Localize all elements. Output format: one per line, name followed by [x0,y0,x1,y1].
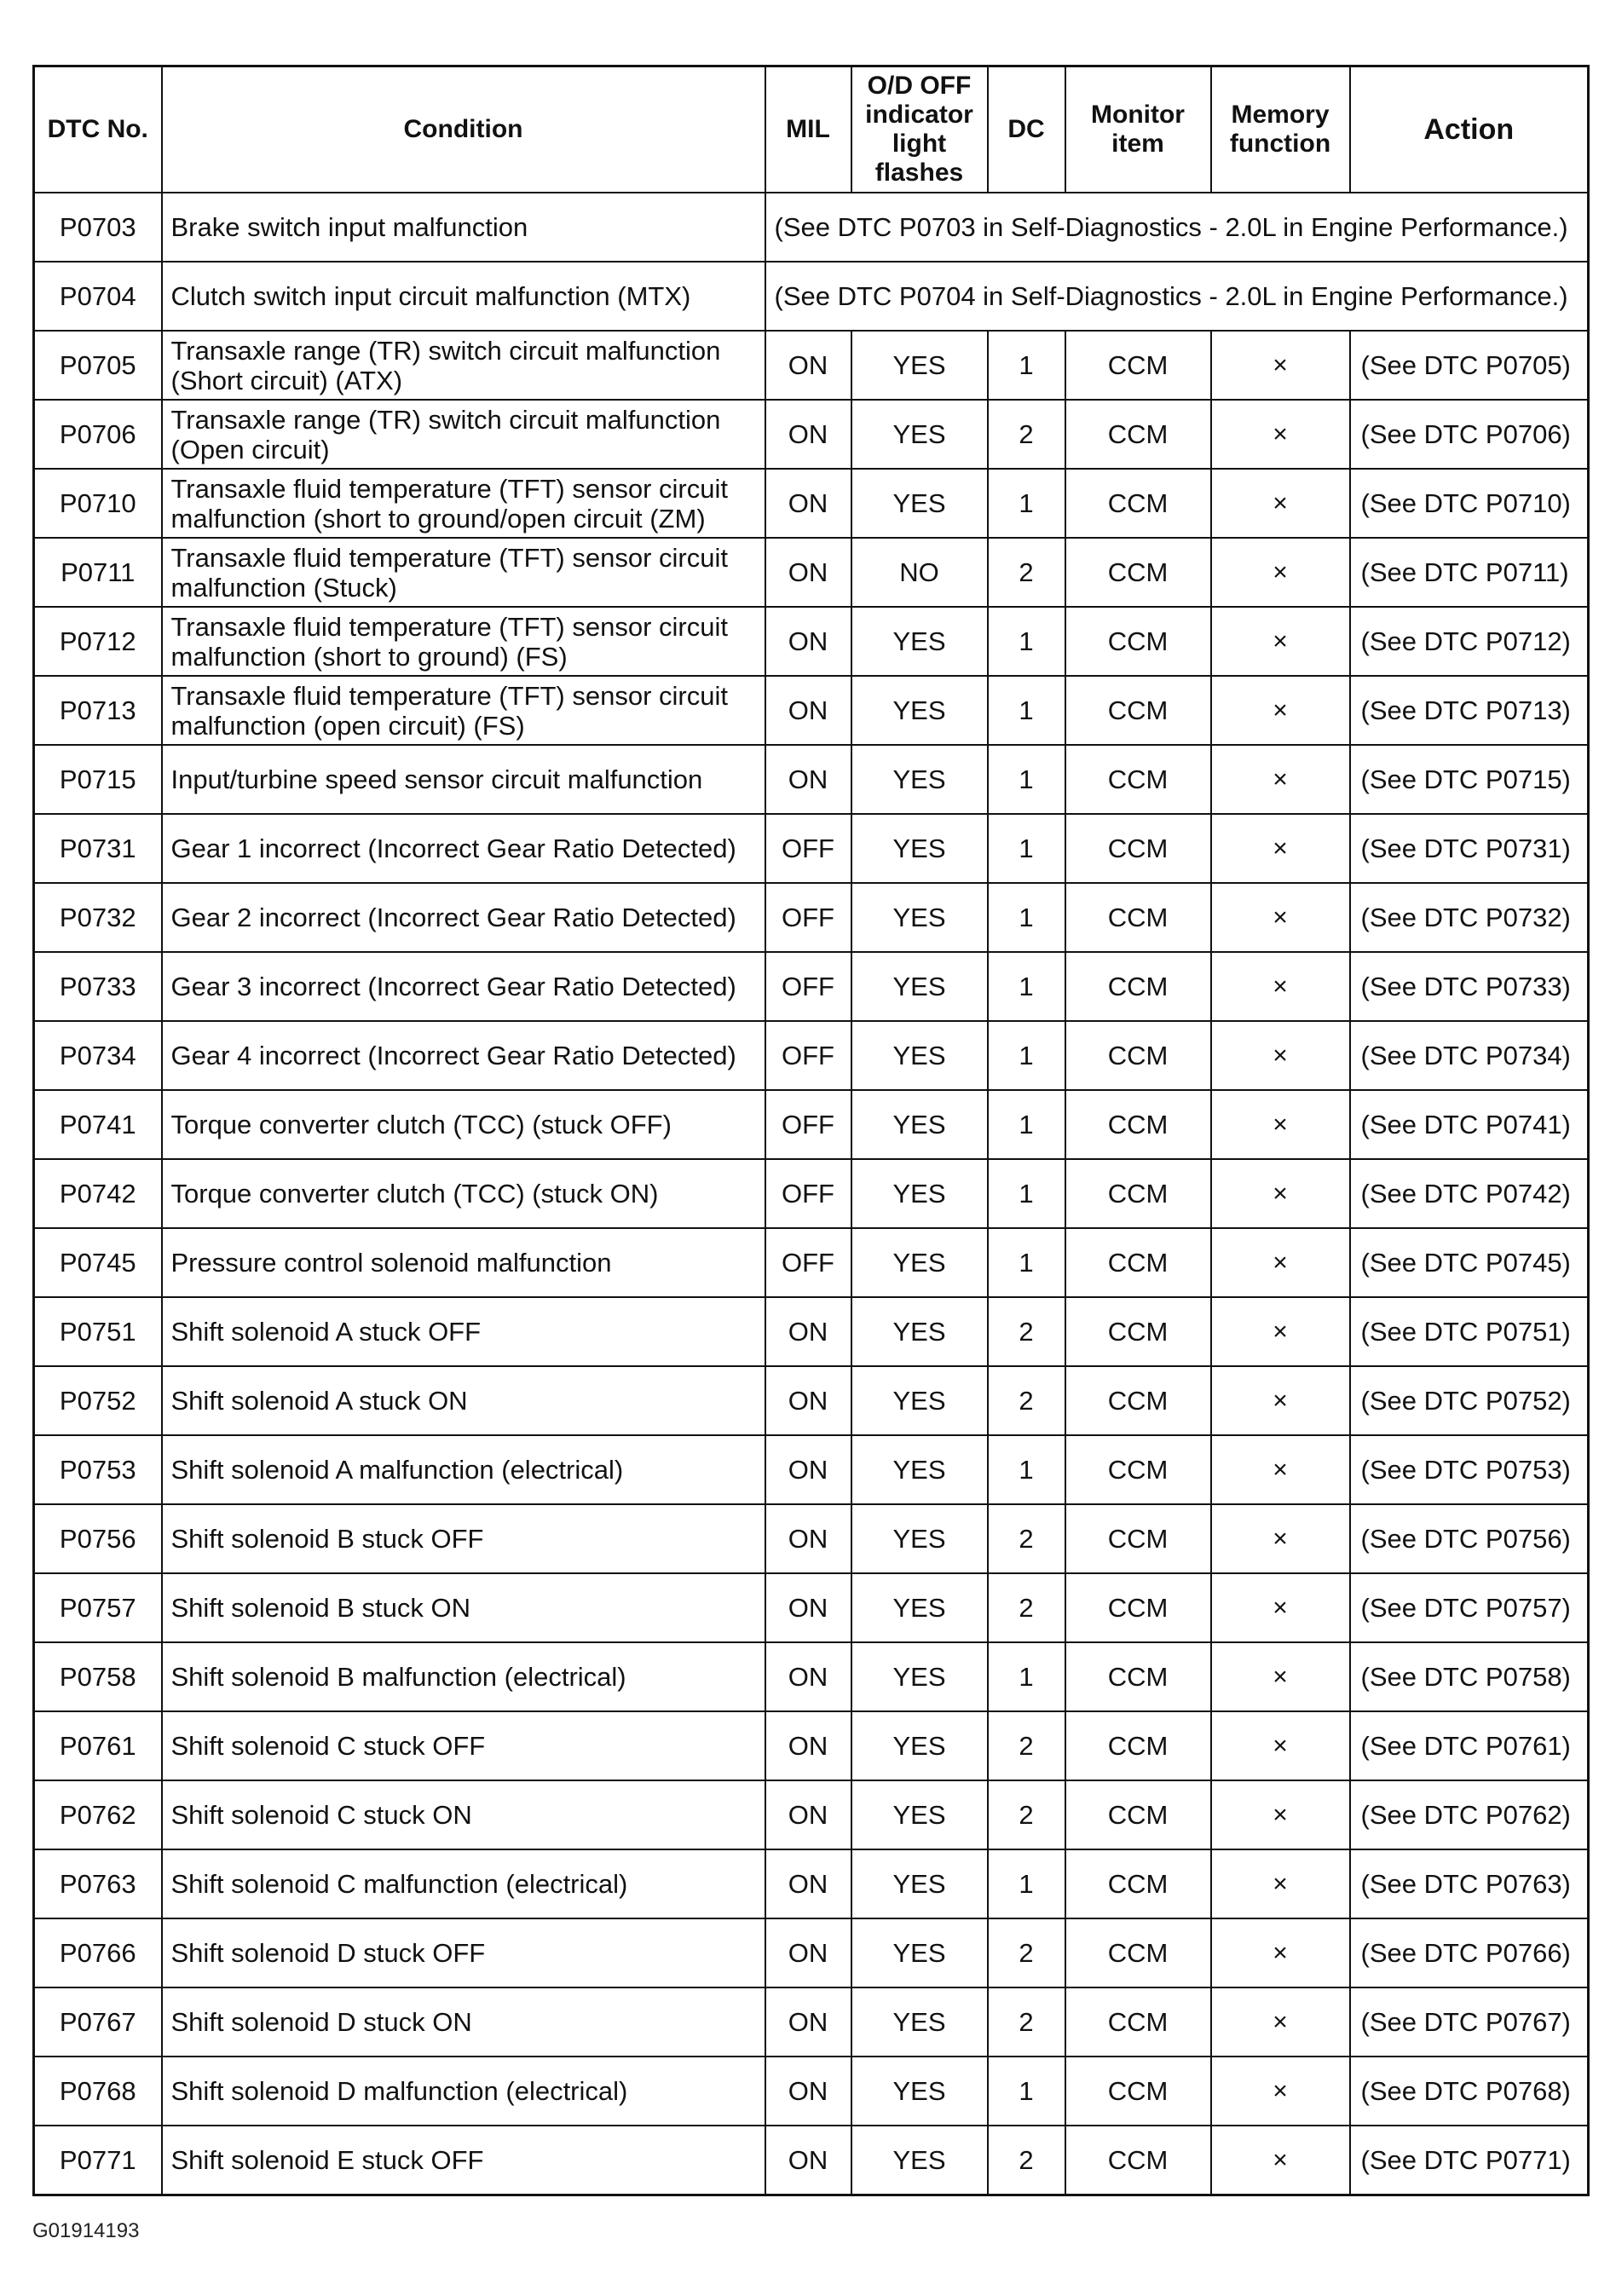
memory-function-cell: × [1211,1090,1350,1159]
dc-cell: 1 [988,1090,1065,1159]
memory-function-cell: × [1211,538,1350,607]
memory-function-cell: × [1211,952,1350,1021]
mil-cell: OFF [765,883,851,952]
mil-cell: ON [765,538,851,607]
od-off-flash-cell: YES [851,1366,988,1435]
mil-cell: ON [765,745,851,814]
memory-function-cell: × [1211,1918,1350,1987]
dc-cell: 1 [988,1159,1065,1228]
condition-cell: Pressure control solenoid malfunction [162,1228,765,1297]
table-row [34,814,1589,883]
memory-function-cell: × [1211,1297,1350,1366]
memory-function-cell: × [1211,1228,1350,1297]
od-off-flash-cell: YES [851,1849,988,1918]
condition-cell: Shift solenoid D stuck OFF [162,1918,765,1987]
dtc-code-cell: P0731 [34,814,162,883]
action-cell: (See DTC P0762) [1350,1780,1589,1849]
action-cell: (See DTC P0766) [1350,1918,1589,1987]
action-cell: (See DTC P0758) [1350,1642,1589,1711]
monitor-item-cell: CCM [1065,400,1211,469]
od-off-flash-cell: YES [851,952,988,1021]
mil-cell: OFF [765,1090,851,1159]
table-row [34,1366,1589,1435]
mil-cell: ON [765,1504,851,1573]
od-off-flash-cell: YES [851,1642,988,1711]
header-memory: Memory function [1211,66,1350,193]
dc-cell: 1 [988,883,1065,952]
od-off-flash-cell: YES [851,400,988,469]
od-off-flash-cell: YES [851,1435,988,1504]
monitor-item-cell: CCM [1065,1435,1211,1504]
action-cell: (See DTC P0732) [1350,883,1589,952]
table-row [34,331,1589,400]
monitor-item-cell: CCM [1065,1297,1211,1366]
dtc-code-cell: P0768 [34,2057,162,2126]
condition-cell: Gear 4 incorrect (Incorrect Gear Ratio Detected) [162,1021,765,1090]
condition-cell: Torque converter clutch (TCC) (stuck ON) [162,1159,765,1228]
dc-cell: 2 [988,1711,1065,1780]
monitor-item-cell: CCM [1065,607,1211,676]
table-row [34,952,1589,1021]
monitor-item-cell: CCM [1065,1366,1211,1435]
action-cell: (See DTC P0768) [1350,2057,1589,2126]
header-action: Action [1350,66,1589,193]
table-row [34,1021,1589,1090]
dc-cell: 2 [988,1987,1065,2057]
dc-cell: 2 [988,1780,1065,1849]
table-row [34,1711,1589,1780]
table-body [34,193,1589,2195]
action-cell: (See DTC P0734) [1350,1021,1589,1090]
dtc-code-cell: P0705 [34,331,162,400]
condition-cell: Shift solenoid C stuck OFF [162,1711,765,1780]
mil-cell: ON [765,400,851,469]
action-cell: (See DTC P0731) [1350,814,1589,883]
memory-function-cell: × [1211,676,1350,745]
mil-cell: ON [765,331,851,400]
memory-function-cell: × [1211,883,1350,952]
od-off-flash-cell: YES [851,607,988,676]
dtc-code-cell: P0734 [34,1021,162,1090]
od-off-flash-cell: YES [851,469,988,538]
memory-function-cell: × [1211,1711,1350,1780]
action-cell: (See DTC P0742) [1350,1159,1589,1228]
action-cell: (See DTC P0761) [1350,1711,1589,1780]
action-cell: (See DTC P0711) [1350,538,1589,607]
od-off-flash-cell: YES [851,1987,988,2057]
condition-cell: Transaxle fluid temperature (TFT) sensor circuit malfunction (short to ground/open circuit (ZM) [162,469,765,538]
od-off-flash-cell: YES [851,745,988,814]
table-row [34,262,1589,331]
od-off-flash-cell: YES [851,1228,988,1297]
memory-function-cell: × [1211,1366,1350,1435]
dtc-code-cell: P0706 [34,400,162,469]
monitor-item-cell: CCM [1065,1090,1211,1159]
dc-cell: 2 [988,1918,1065,1987]
mil-cell: OFF [765,814,851,883]
mil-cell: ON [765,1366,851,1435]
monitor-item-cell: CCM [1065,883,1211,952]
memory-function-cell: × [1211,1573,1350,1642]
monitor-item-cell: CCM [1065,331,1211,400]
dtc-table [32,65,1590,2196]
memory-function-cell: × [1211,469,1350,538]
table-row [34,607,1589,676]
monitor-item-cell: CCM [1065,814,1211,883]
od-off-flash-cell: YES [851,2126,988,2195]
table-row [34,1573,1589,1642]
dtc-code-cell: P0752 [34,1366,162,1435]
table-row [34,1090,1589,1159]
table-row [34,538,1589,607]
table-row [34,1642,1589,1711]
dtc-code-cell: P0745 [34,1228,162,1297]
condition-cell: Shift solenoid E stuck OFF [162,2126,765,2195]
table-row [34,745,1589,814]
mil-cell: OFF [765,1159,851,1228]
monitor-item-cell: CCM [1065,2126,1211,2195]
dc-cell: 2 [988,1504,1065,1573]
dtc-code-cell: P0753 [34,1435,162,1504]
mil-cell: ON [765,1573,851,1642]
mil-cell: ON [765,1711,851,1780]
table-row [34,1987,1589,2057]
header-od-off: O/D OFF indicator light flashes [851,66,988,193]
mil-cell: OFF [765,952,851,1021]
condition-cell: Shift solenoid D stuck ON [162,1987,765,2057]
dtc-code-cell: P0732 [34,883,162,952]
memory-function-cell: × [1211,1987,1350,2057]
od-off-flash-cell: YES [851,1297,988,1366]
mil-cell: ON [765,1918,851,1987]
condition-cell: Shift solenoid B malfunction (electrical) [162,1642,765,1711]
dc-cell: 2 [988,1366,1065,1435]
condition-cell: Shift solenoid C stuck ON [162,1780,765,1849]
table-row [34,1849,1589,1918]
header-row [34,66,1589,193]
action-cell: (See DTC P0741) [1350,1090,1589,1159]
monitor-item-cell: CCM [1065,2057,1211,2126]
dtc-code-cell: P0713 [34,676,162,745]
monitor-item-cell: CCM [1065,676,1211,745]
header-dtc: DTC No. [34,66,162,193]
od-off-flash-cell: YES [851,1504,988,1573]
action-cell: (See DTC P0733) [1350,952,1589,1021]
condition-cell: Shift solenoid B stuck ON [162,1573,765,1642]
mil-cell: ON [765,1780,851,1849]
table-row [34,1159,1589,1228]
od-off-flash-cell: YES [851,1573,988,1642]
memory-function-cell: × [1211,1021,1350,1090]
condition-cell: Transaxle range (TR) switch circuit malfunction (Open circuit) [162,400,765,469]
mil-cell: ON [765,2057,851,2126]
memory-function-cell: × [1211,1849,1350,1918]
action-cell: (See DTC P0752) [1350,1366,1589,1435]
condition-cell: Clutch switch input circuit malfunction (MTX) [162,262,765,331]
action-cell: (See DTC P0715) [1350,745,1589,814]
dtc-code-cell: P0704 [34,262,162,331]
monitor-item-cell: CCM [1065,1780,1211,1849]
dc-cell: 1 [988,745,1065,814]
table-row [34,400,1589,469]
monitor-item-cell: CCM [1065,1021,1211,1090]
dc-cell: 2 [988,538,1065,607]
action-cell: (See DTC P0745) [1350,1228,1589,1297]
memory-function-cell: × [1211,331,1350,400]
condition-cell: Shift solenoid A stuck ON [162,1366,765,1435]
dc-cell: 1 [988,814,1065,883]
condition-cell: Transaxle fluid temperature (TFT) sensor circuit malfunction (Stuck) [162,538,765,607]
dtc-code-cell: P0710 [34,469,162,538]
header-condition: Condition [162,66,765,193]
memory-function-cell: × [1211,745,1350,814]
action-cell: (See DTC P0753) [1350,1435,1589,1504]
memory-function-cell: × [1211,1435,1350,1504]
condition-cell: Input/turbine speed sensor circuit malfunction [162,745,765,814]
table-row [34,1435,1589,1504]
reference-note-cell: (See DTC P0703 in Self-Diagnostics - 2.0L in Engine Performance.) [765,193,1589,262]
monitor-item-cell: CCM [1065,1711,1211,1780]
dtc-code-cell: P0763 [34,1849,162,1918]
od-off-flash-cell: YES [851,676,988,745]
monitor-item-cell: CCM [1065,952,1211,1021]
monitor-item-cell: CCM [1065,1642,1211,1711]
condition-cell: Brake switch input malfunction [162,193,765,262]
mil-cell: ON [765,1849,851,1918]
dtc-code-cell: P0758 [34,1642,162,1711]
memory-function-cell: × [1211,814,1350,883]
dtc-code-cell: P0757 [34,1573,162,1642]
table-row [34,1228,1589,1297]
action-cell: (See DTC P0712) [1350,607,1589,676]
condition-cell: Shift solenoid A stuck OFF [162,1297,765,1366]
mil-cell: OFF [765,1228,851,1297]
dtc-code-cell: P0751 [34,1297,162,1366]
monitor-item-cell: CCM [1065,1228,1211,1297]
monitor-item-cell: CCM [1065,469,1211,538]
figure-id: G01914193 [32,2219,140,2242]
dc-cell: 1 [988,469,1065,538]
dtc-code-cell: P0703 [34,193,162,262]
action-cell: (See DTC P0706) [1350,400,1589,469]
dtc-code-cell: P0711 [34,538,162,607]
mil-cell: ON [765,469,851,538]
dc-cell: 1 [988,676,1065,745]
dc-cell: 2 [988,1297,1065,1366]
dtc-code-cell: P0767 [34,1987,162,2057]
od-off-flash-cell: YES [851,1918,988,1987]
condition-cell: Transaxle fluid temperature (TFT) sensor circuit malfunction (short to ground) (FS) [162,607,765,676]
header-mil: MIL [765,66,851,193]
dc-cell: 1 [988,1849,1065,1918]
table-row [34,193,1589,262]
od-off-flash-cell: NO [851,538,988,607]
table-row [34,1780,1589,1849]
dtc-code-cell: P0715 [34,745,162,814]
condition-cell: Gear 2 incorrect (Incorrect Gear Ratio Detected) [162,883,765,952]
dc-cell: 1 [988,952,1065,1021]
condition-cell: Shift solenoid C malfunction (electrical) [162,1849,765,1918]
condition-cell: Shift solenoid D malfunction (electrical) [162,2057,765,2126]
condition-cell: Transaxle fluid temperature (TFT) sensor circuit malfunction (open circuit) (FS) [162,676,765,745]
table-row [34,469,1589,538]
table-row [34,1297,1589,1366]
monitor-item-cell: CCM [1065,1504,1211,1573]
mil-cell: ON [765,1297,851,1366]
dtc-code-cell: P0741 [34,1090,162,1159]
dtc-code-cell: P0762 [34,1780,162,1849]
od-off-flash-cell: YES [851,1021,988,1090]
memory-function-cell: × [1211,2126,1350,2195]
mil-cell: ON [765,2126,851,2195]
dtc-code-cell: P0761 [34,1711,162,1780]
memory-function-cell: × [1211,1504,1350,1573]
mil-cell: ON [765,1987,851,2057]
condition-cell: Gear 3 incorrect (Incorrect Gear Ratio Detected) [162,952,765,1021]
action-cell: (See DTC P0705) [1350,331,1589,400]
action-cell: (See DTC P0713) [1350,676,1589,745]
dtc-code-cell: P0733 [34,952,162,1021]
dtc-code-cell: P0766 [34,1918,162,1987]
condition-cell: Gear 1 incorrect (Incorrect Gear Ratio Detected) [162,814,765,883]
dc-cell: 2 [988,400,1065,469]
od-off-flash-cell: YES [851,2057,988,2126]
table-row [34,2057,1589,2126]
dc-cell: 1 [988,2057,1065,2126]
condition-cell: Shift solenoid B stuck OFF [162,1504,765,1573]
mil-cell: ON [765,676,851,745]
reference-note-cell: (See DTC P0704 in Self-Diagnostics - 2.0L in Engine Performance.) [765,262,1589,331]
dtc-code-cell: P0742 [34,1159,162,1228]
mil-cell: OFF [765,1021,851,1090]
memory-function-cell: × [1211,1159,1350,1228]
dc-cell: 1 [988,331,1065,400]
dc-cell: 1 [988,1642,1065,1711]
monitor-item-cell: CCM [1065,745,1211,814]
dc-cell: 1 [988,1228,1065,1297]
monitor-item-cell: CCM [1065,1918,1211,1987]
action-cell: (See DTC P0763) [1350,1849,1589,1918]
dtc-code-cell: P0712 [34,607,162,676]
monitor-item-cell: CCM [1065,1573,1211,1642]
dtc-code-cell: P0756 [34,1504,162,1573]
dtc-code-cell: P0771 [34,2126,162,2195]
memory-function-cell: × [1211,607,1350,676]
action-cell: (See DTC P0771) [1350,2126,1589,2195]
dc-cell: 1 [988,1435,1065,1504]
condition-cell: Shift solenoid A malfunction (electrical) [162,1435,765,1504]
table-row [34,1918,1589,1987]
action-cell: (See DTC P0751) [1350,1297,1589,1366]
table-row [34,883,1589,952]
dc-cell: 1 [988,1021,1065,1090]
monitor-item-cell: CCM [1065,538,1211,607]
mil-cell: ON [765,1435,851,1504]
table-row [34,1504,1589,1573]
dc-cell: 1 [988,607,1065,676]
table-row [34,2126,1589,2195]
mil-cell: ON [765,607,851,676]
header-dc: DC [988,66,1065,193]
condition-cell: Transaxle range (TR) switch circuit malfunction (Short circuit) (ATX) [162,331,765,400]
mil-cell: ON [765,1642,851,1711]
dc-cell: 2 [988,2126,1065,2195]
action-cell: (See DTC P0756) [1350,1504,1589,1573]
table-row [34,676,1589,745]
condition-cell: Torque converter clutch (TCC) (stuck OFF) [162,1090,765,1159]
dc-cell: 2 [988,1573,1065,1642]
od-off-flash-cell: YES [851,1711,988,1780]
memory-function-cell: × [1211,1780,1350,1849]
od-off-flash-cell: YES [851,1780,988,1849]
od-off-flash-cell: YES [851,331,988,400]
od-off-flash-cell: YES [851,883,988,952]
monitor-item-cell: CCM [1065,1987,1211,2057]
monitor-item-cell: CCM [1065,1849,1211,1918]
memory-function-cell: × [1211,2057,1350,2126]
memory-function-cell: × [1211,400,1350,469]
header-monitor: Monitor item [1065,66,1211,193]
action-cell: (See DTC P0767) [1350,1987,1589,2057]
od-off-flash-cell: YES [851,1090,988,1159]
action-cell: (See DTC P0710) [1350,469,1589,538]
action-cell: (See DTC P0757) [1350,1573,1589,1642]
od-off-flash-cell: YES [851,814,988,883]
memory-function-cell: × [1211,1642,1350,1711]
monitor-item-cell: CCM [1065,1159,1211,1228]
od-off-flash-cell: YES [851,1159,988,1228]
